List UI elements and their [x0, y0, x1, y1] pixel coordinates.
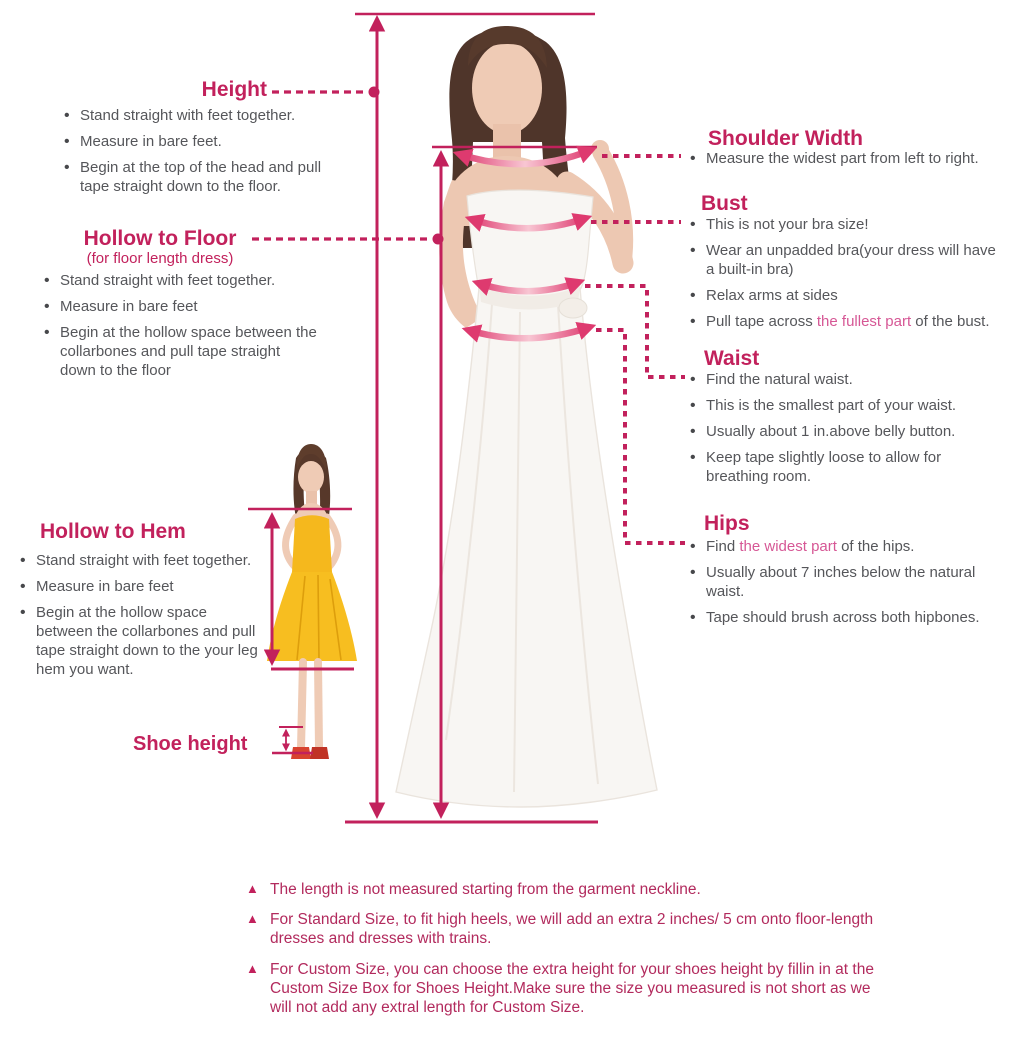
bullet-item: • Measure the widest part from left to right. — [688, 149, 1015, 168]
bullet-item: • Begin at the top of the head and pull tape straight down to the floor. — [62, 158, 322, 196]
bullet-item: • Stand straight with feet together. — [18, 551, 260, 570]
bullet-item: • Find the widest part of the hips. — [688, 537, 1006, 556]
hollow-to-floor-connector-dot — [433, 234, 444, 245]
hollow-to-hem-title: Hollow to Hem — [40, 520, 186, 543]
bullet-item: • Keep tape slightly loose to allow for breathing room. — [688, 448, 1000, 486]
shoulder-width-bullets — [688, 149, 1015, 175]
bust-bullets — [688, 215, 1000, 338]
small-model-bodice — [292, 515, 332, 572]
small-model-face — [298, 461, 324, 493]
hips-bullets — [688, 537, 1006, 634]
footnote-item: ▲ For Standard Size, to fit high heels, we will add an extra 2 inches/ 5 cm onto floor-length dresses and dresses with trains. — [246, 910, 874, 948]
waist-bullets — [688, 370, 1000, 493]
bullet-item: • Find the natural waist. — [688, 370, 1000, 389]
hips-connector-dashed — [596, 330, 685, 543]
bullet-item: • Measure in bare feet — [18, 577, 260, 596]
bullet-item: • Wear an unpadded bra(your dress will have a built-in bra) — [688, 241, 1000, 279]
main-model-skirt — [396, 288, 657, 807]
hollow-to-hem-bullets — [18, 551, 260, 686]
small-model-illustration — [267, 444, 357, 759]
small-model-right-leg — [318, 662, 319, 748]
bullet-item: • This is not your bra size! — [688, 215, 1000, 234]
height-title: Height — [201, 78, 267, 101]
bullet-item: • This is the smallest part of your waist. — [688, 396, 1000, 415]
small-model-neck — [306, 491, 317, 505]
shoe-height-title: Shoe height — [133, 733, 248, 755]
bust-title: Bust — [701, 192, 748, 215]
footnotes — [246, 880, 874, 1028]
bullet-item: • Usually about 7 inches below the natural waist. — [688, 563, 1006, 601]
footnote-item: ▲ For Custom Size, you can choose the extra height for your shoes height by fillin in at the Custom Size Box for Shoes Height.Make sure the size you measured is not short as we will not add any extral length for Custom Size. — [246, 960, 874, 1018]
hollow-to-floor-subtitle: (for floor length dress) — [86, 250, 234, 268]
bullet-item: • Begin at the hollow space between the collarbones and pull tape straight down to the floor — [42, 323, 318, 380]
small-model-skirt — [267, 572, 357, 661]
bullet-item: • Relax arms at sides — [688, 286, 1000, 305]
hips-title: Hips — [704, 512, 750, 535]
bullet-item: • Usually about 1 in.above belly button. — [688, 422, 1000, 441]
hollow-to-floor-title: Hollow to Floor — [83, 227, 237, 250]
bullet-item: • Tape should brush across both hipbones. — [688, 608, 1006, 627]
height-bullets — [62, 106, 322, 203]
waist-title: Waist — [704, 347, 760, 370]
hollow-to-floor-bullets — [42, 271, 318, 387]
highlighted-text: the widest part — [739, 538, 837, 555]
bullet-item: • Measure in bare feet. — [62, 132, 322, 151]
shoulder-tape-arrow — [459, 150, 591, 164]
dress-bow — [559, 298, 587, 318]
small-model-left-leg — [301, 662, 303, 748]
main-model-illustration — [396, 26, 657, 807]
bullet-item: • Measure in bare feet — [42, 297, 318, 316]
highlighted-text: the fullest part — [816, 313, 912, 331]
bullet-item: • Pull tape across the fullest part of the bust. — [688, 312, 1000, 331]
height-connector-dot — [369, 87, 380, 98]
bullet-item: • Stand straight with feet together. — [42, 271, 318, 290]
footnote-item: ▲ The length is not measured starting from the garment neckline. — [246, 880, 874, 899]
bullet-item: • Stand straight with feet together. — [62, 106, 322, 125]
main-model-face — [472, 42, 542, 134]
bullet-item: • Begin at the hollow space between the collarbones and pull tape straight down to the your leg hem you want. — [18, 603, 260, 679]
shoulder-width-title: Shoulder Width — [708, 127, 863, 150]
